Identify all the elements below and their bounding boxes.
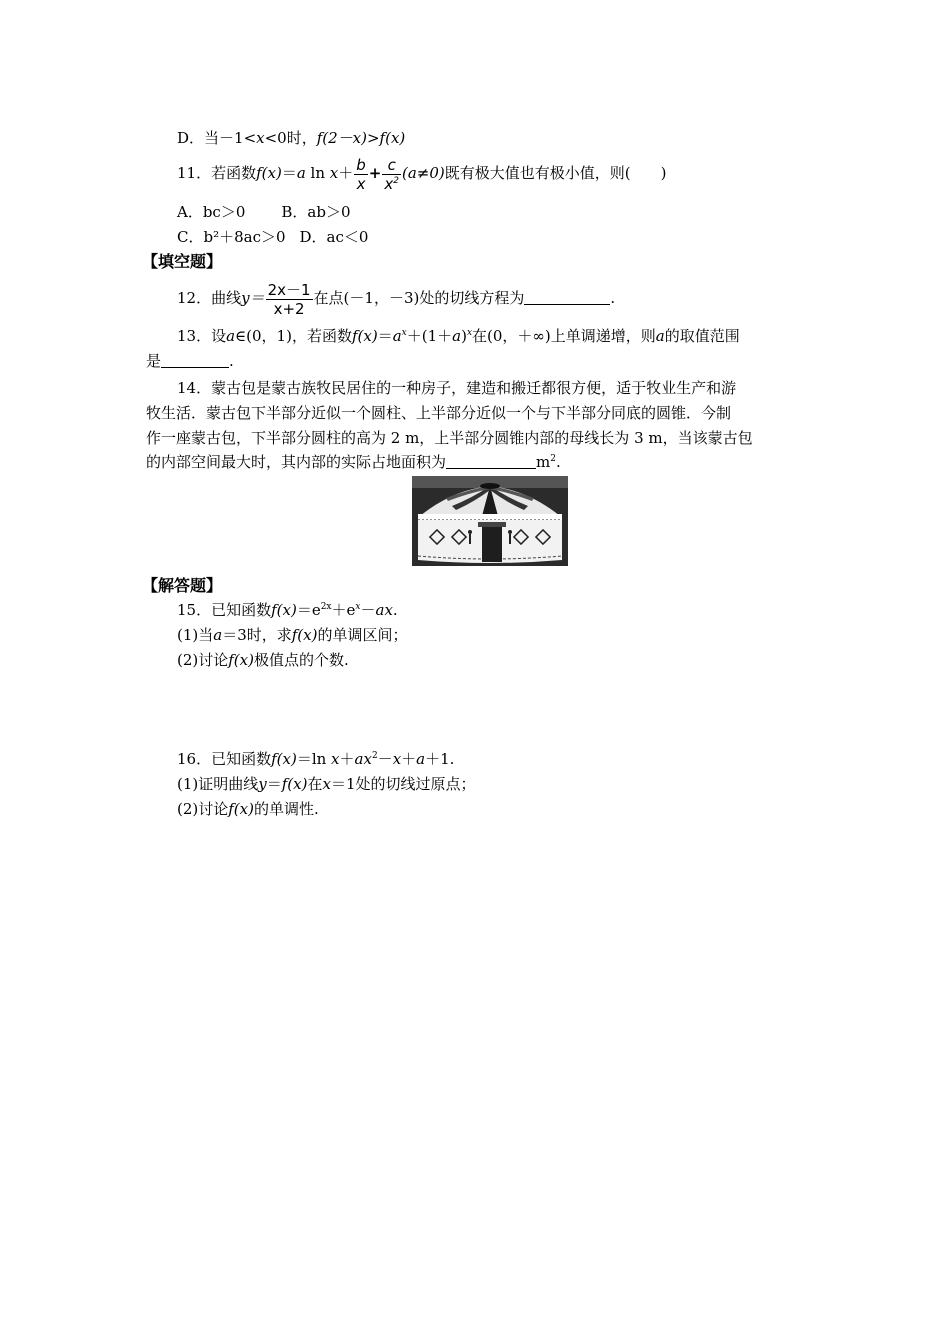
q13-line1: 13．设a∈(0，1)，若函数$f(x)=a^x+(1+a)^x$在(0，＋∞)上单调递增，则a的取值范围 [177,327,740,345]
q14-line3: 作一座蒙古包，下半部分圆柱的高为 2 m，上半部分圆锥内部的母线长为 3 m，当该蒙古包 [146,429,753,447]
q14-line2: 牧生活．蒙古包下半部分近似一个圆柱、上半部分近似一个与下半部分同底的圆锥．今制 [146,404,732,422]
q14-answer-blank[interactable] [446,454,536,469]
section-solve-header: 【解答题】 [142,576,223,595]
q11-fraction-b-over-x: $\frac{b}{x}$ [356,155,366,193]
q12-answer-blank[interactable] [524,290,610,305]
q15-stem: 15．已知函数$f(x)=e^{2x}+e^x-ax$. [177,601,398,619]
q11-options-cd: C．b²＋8ac＞0 D．ac＜0 [177,228,369,246]
q10-option-d: D．当－1<x<0时，f(2－x)>f(x) [177,129,406,147]
q16-part1: (1)证明曲线y＝f(x)在x＝1处的切线过原点； [177,775,476,793]
q16-stem: 16．已知函数f(x)＝ln $x+ax^2-x+a+1$. [177,750,455,768]
section-fill-in-header: 【填空题】 [142,252,223,271]
q12-fraction: $\frac{2x-1}{x+2}$ [267,280,311,318]
q11-options-ab: A．bc＞0 B．ab＞0 [177,203,351,221]
q14-line4: 的内部空间最大时，其内部的实际占地面积为 $m^2$. [146,453,561,471]
q16-part2: (2)讨论f(x)的单调性. [177,800,319,818]
q11-fraction-c-over-x2: $\frac{c}{x^2}$ [384,155,399,193]
q11-stem: 11．若函数f(x)＝a ln x＋ $\frac{b}{x}$ + $\frac{c}{x^2}$ (a≠0)既有极大值也有极小值，则( ) [177,155,667,193]
q15-part2: (2)讨论f(x)极值点的个数. [177,651,349,669]
q13-answer-blank[interactable] [161,353,229,368]
q13-line2: 是 . [146,352,234,370]
q12-stem: 12．曲线y＝ $\frac{2x-1}{x+2}$ 在点(－1，－3)处的切线方程为 . [177,280,616,318]
yurt-photo [412,476,568,566]
q14-line1: 14．蒙古包是蒙古族牧民居住的一种房子，建造和搬迁都很方便，适于牧业生产和游 [177,379,737,397]
q15-part1: (1)当a＝3时，求f(x)的单调区间； [177,626,408,644]
